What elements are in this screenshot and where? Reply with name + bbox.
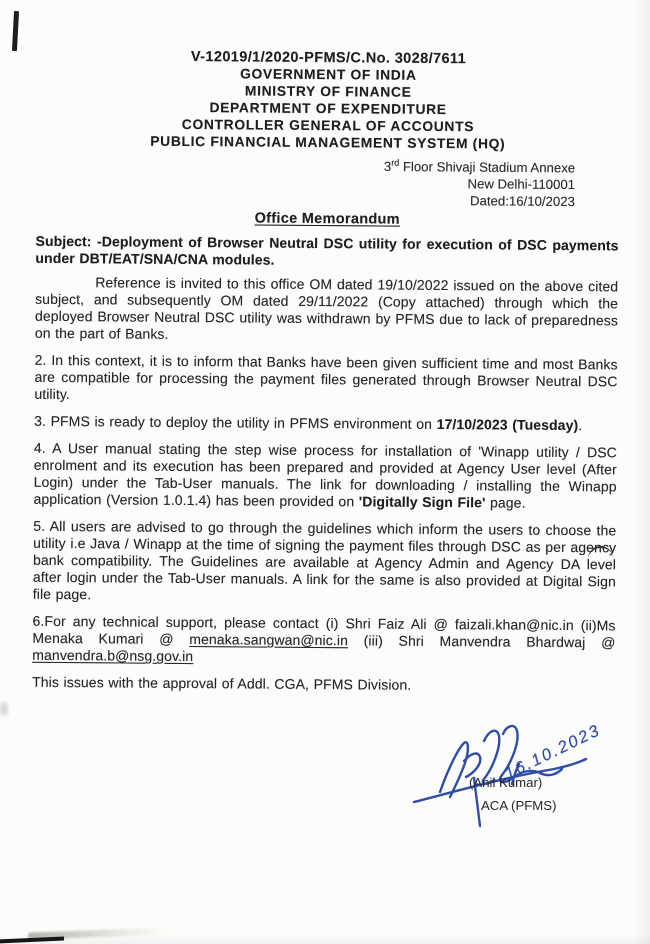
signatory-designation: ACA (PFMS) — [481, 798, 557, 813]
org-line-department: DEPARTMENT OF EXPENDITURE — [209, 100, 447, 118]
org-line-ministry: MINISTRY OF FINANCE — [244, 83, 412, 100]
paragraph-5: 5. All users are advised to go through the guidelines which inform the users to choose the utility i.e Java / Winapp at the time of signing the payment files through DSC as per agency bank compatibility. The Guidelines are available at Agency Admin and Agency DA level after login under the Tab-User manuals. A link for the same is also provided at Digital Sign file page. — [32, 518, 617, 603]
digitally-sign-file-bold: 'Digitally Sign File' — [358, 493, 486, 511]
paragraph-6: 6.For any technical support, please contact (i) Shri Faiz Ali @ faizali.khan@nic.in (ii)Ms Menaka Kumari @ menaka.sangwan@nic.in (iii) Shri Manvendra Bhardwaj @ manvendra.b@nsg.gov.in — [32, 613, 616, 665]
paragraph-3: 3. PFMS is ready to deploy the utility in PFMS environment on 17/10/2023 (Tuesday). — [34, 413, 583, 434]
paragraph-2: 2. In this context, it is to inform that Banks have been given sufficient time and most Banks are compatible for processing the payment files generated through Browser Neutral DSC utility. — [34, 352, 618, 403]
reference-number: V-12019/1/2020-PFMS/C.No. 3028/7611 — [190, 49, 467, 68]
office-address — [36, 152, 619, 211]
memo-title: Office Memorandum — [254, 210, 400, 229]
paragraph-4: 4. A User manual stating the step wise process for installation of 'Winapp utility / DSC enrolment and its execution has been prepared and provided at Agency User level (After Login) under the Tab-User manuals. The link for downloading / installing the Winapp application (Version 1.0.1.4) has been provided on 'Digitally Sign File' page. — [33, 440, 617, 512]
org-line-controller: CONTROLLER GENERAL OF ACCOUNTS — [181, 116, 475, 135]
scan-artifact-left-smudge — [0, 702, 8, 716]
org-line-pfms: PUBLIC FINANCIAL MANAGEMENT SYSTEM (HQ) — [150, 133, 506, 152]
deploy-date-bold: 17/10/2023 (Tuesday) — [436, 416, 579, 434]
address-line-floor: 3rd Floor Shivaji Stadium Annexe — [383, 157, 576, 176]
subject-line: Subject: -Deployment of Browser Neutral DSC utility for execution of DSC payments under DBT/EAT/SNA/CNA modules. — [35, 233, 619, 269]
email-manvendra: manvendra.b@nsg.gov.in — [32, 647, 194, 665]
approval-line: This issues with the approval of Addl. CGA, PFMS Division. — [32, 674, 412, 694]
signature-block — [402, 716, 650, 841]
paragraph-1: Reference is invited to this office OM dated 19/10/2022 issued on the above cited subject, and subsequently OM dated 29/11/2022 (Copy attached) through which the deployed Browser Neutral DSC utility was withdrawn by PFMS due to lack of preparedness on the part of Banks. — [34, 274, 619, 343]
org-header — [36, 64, 620, 154]
floor-ordinal-suffix: rd — [391, 157, 400, 168]
handwritten-date: 16.10.2023 — [501, 721, 604, 784]
org-line-government: GOVERNMENT OF INDIA — [240, 66, 417, 83]
signatory-name: (Anil Kumar) — [469, 775, 543, 790]
date-line: Dated:16/10/2023 — [469, 193, 575, 210]
address-line-city: New Delhi-110001 — [467, 176, 576, 193]
email-menaka: menaka.sangwan@nic.in — [189, 631, 349, 649]
